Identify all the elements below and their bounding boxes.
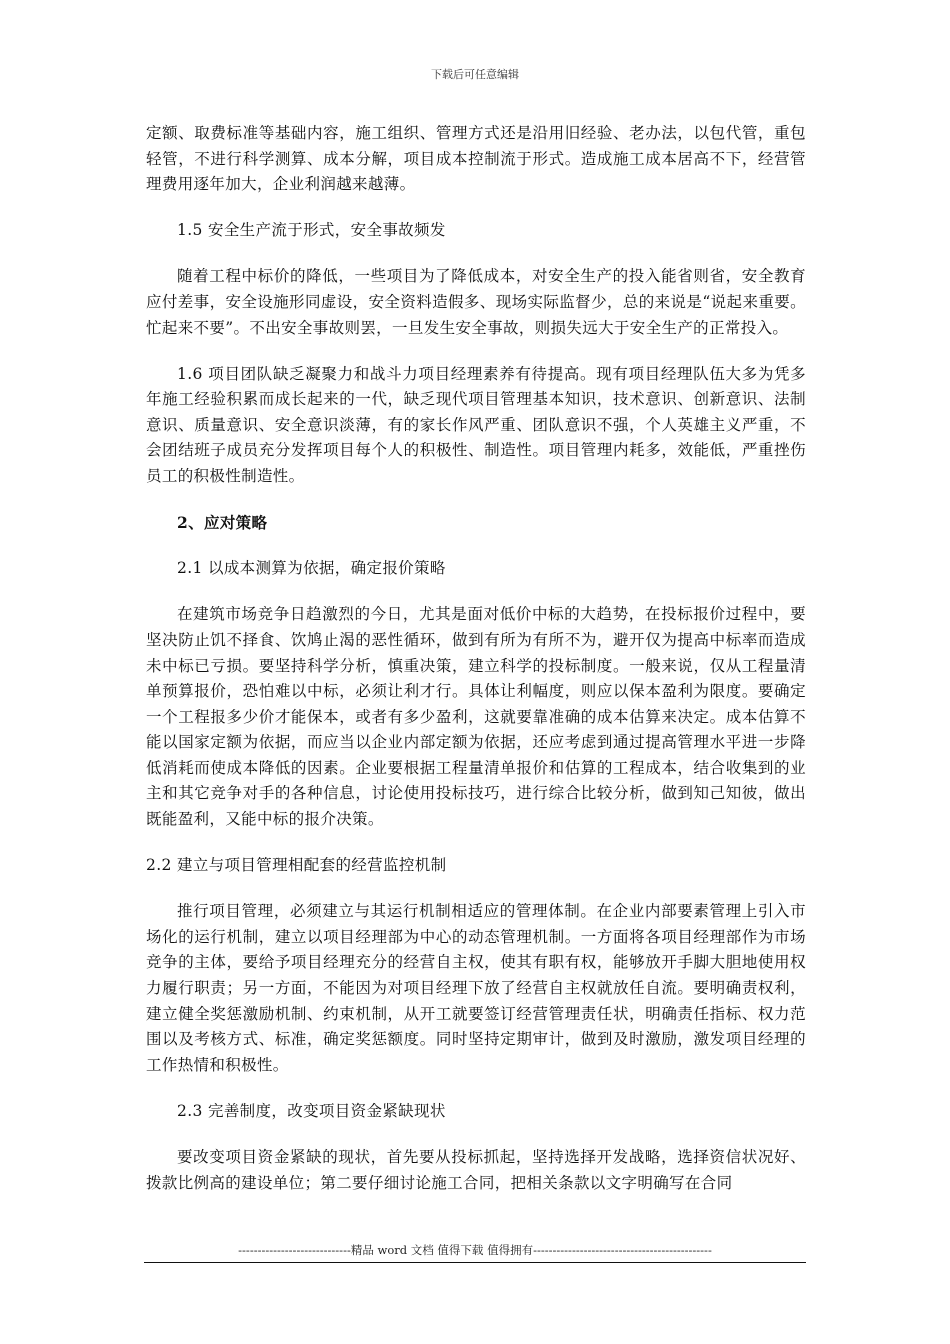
paragraph-pricing: 在建筑市场竞争日趋激烈的今日，尤其是面对低价中标的大趋势，在投标报价过程中，要坚决防止饥不择食、饮鸠止渴的恶性循环，做到有所为有所不为，避开仅为提高中标率而造成未中标已亏损。要坚持科学分析，慎重决策，建立科学的投标制度。一般来说，仅从工程量清单预算报价，恐怕难以中标，必须让利才行。具体让利幅度，则应以保本盈利为限度。要确定一个工程报多少价才能保本，或者有多少盈利，这就要靠准确的成本估算来决定。成本估算不能以国家定额为依据，而应当以企业内部定额为依据，还应考虑到通过提高管理水平进一步降低消耗而使成本降低的因素。企业要根据工程量清单报价和估算的工程成本，结合收集到的业主和其它竞争对手的各种信息，讨论使用投标技巧，进行综合比较分析，做到知己知彼，做出既能盈利，又能中标的报介决策。 xyxy=(146,605,806,829)
document-body xyxy=(146,121,806,1217)
paragraph-safety: 随着工程中标价的降低，一些项目为了降低成本，对安全生产的投入能省则省，安全教育应付差事，安全设施形同虚设，安全资料造假多、现场实际监督少，总的来说是“说起来重要。忙起来不要”。不出安全事故则罢，一旦发生安全事故，则损失远大于安全生产的正常投入。 xyxy=(146,267,806,337)
footer-divider xyxy=(144,1262,806,1263)
section-heading-2-3: 2.3 完善制度，改变项目资金紧缺现状 xyxy=(177,1101,446,1120)
paragraph-monitoring: 推行项目管理，必须建立与其运行机制相适应的管理体制。在企业内部要素管理上引入市场化的运行机制，建立以项目经理部为中心的动态管理机制。一方面将各项目经理部作为市场竞争的主体，要给予项目经理充分的经营自主权，使其有职有权，能够放开手脚大胆地使用权力履行职责；另一方面，不能因为对项目经理下放了经营自主权就放任自流。要明确责权利，建立健全奖惩激励机制、约束机制，从开工就要签订经营管理责任状，明确责任指标、权力范围以及考核方式、标准，确定奖惩额度。同时坚持定期审计，做到及时激励，激发项目经理的工作热情和积极性。 xyxy=(146,902,806,1074)
section-heading-2-1: 2.1 以成本测算为依据，确定报价策略 xyxy=(177,559,446,578)
section-heading-2-2: 2.2 建立与项目管理相配套的经营监控机制 xyxy=(146,856,447,875)
paragraph-funding: 要改变项目资金紧缺的现状，首先要从投标抓起，坚持选择开发战略，选择资信状况好、拨款比例高的建设单位；第二要仔细讨论施工合同，把相关条款以文字明确写在合同 xyxy=(146,1148,806,1192)
paragraph-continuation: 定额、取费标准等基础内容，施工组织、管理方式还是沿用旧经验、老办法，以包代管，重包轻管，不进行科学测算、成本分解，项目成本控制流于形式。造成施工成本居高不下，经营管理费用逐年加大，企业利润越来越薄。 xyxy=(146,124,806,194)
page-footer: -----------------------------精品 word 文档 值得下载 值得拥有---------------------------------------------- xyxy=(238,1243,712,1257)
paragraph-team: 1.6 项目团队缺乏凝聚力和战斗力项目经理素养有待提高。现有项目经理队伍大多为凭多年施工经验积累而成长起来的一代，缺乏现代项目管理基本知识，技术意识、创新意识、法制意识、质量意识、安全意识淡薄，有的家长作风严重、团队意识不强，个人英雄主义严重，不会团结班子成员充分发挥项目每个人的积极性、制造性。项目管理内耗多，效能低，严重挫伤员工的积极性制造性。 xyxy=(146,364,806,486)
page-header: 下载后可任意编辑 xyxy=(431,68,519,81)
section-heading-2: 2、应对策略 xyxy=(177,513,268,533)
section-heading-1-5: 1.5 安全生产流于形式，安全事故频发 xyxy=(177,221,446,240)
